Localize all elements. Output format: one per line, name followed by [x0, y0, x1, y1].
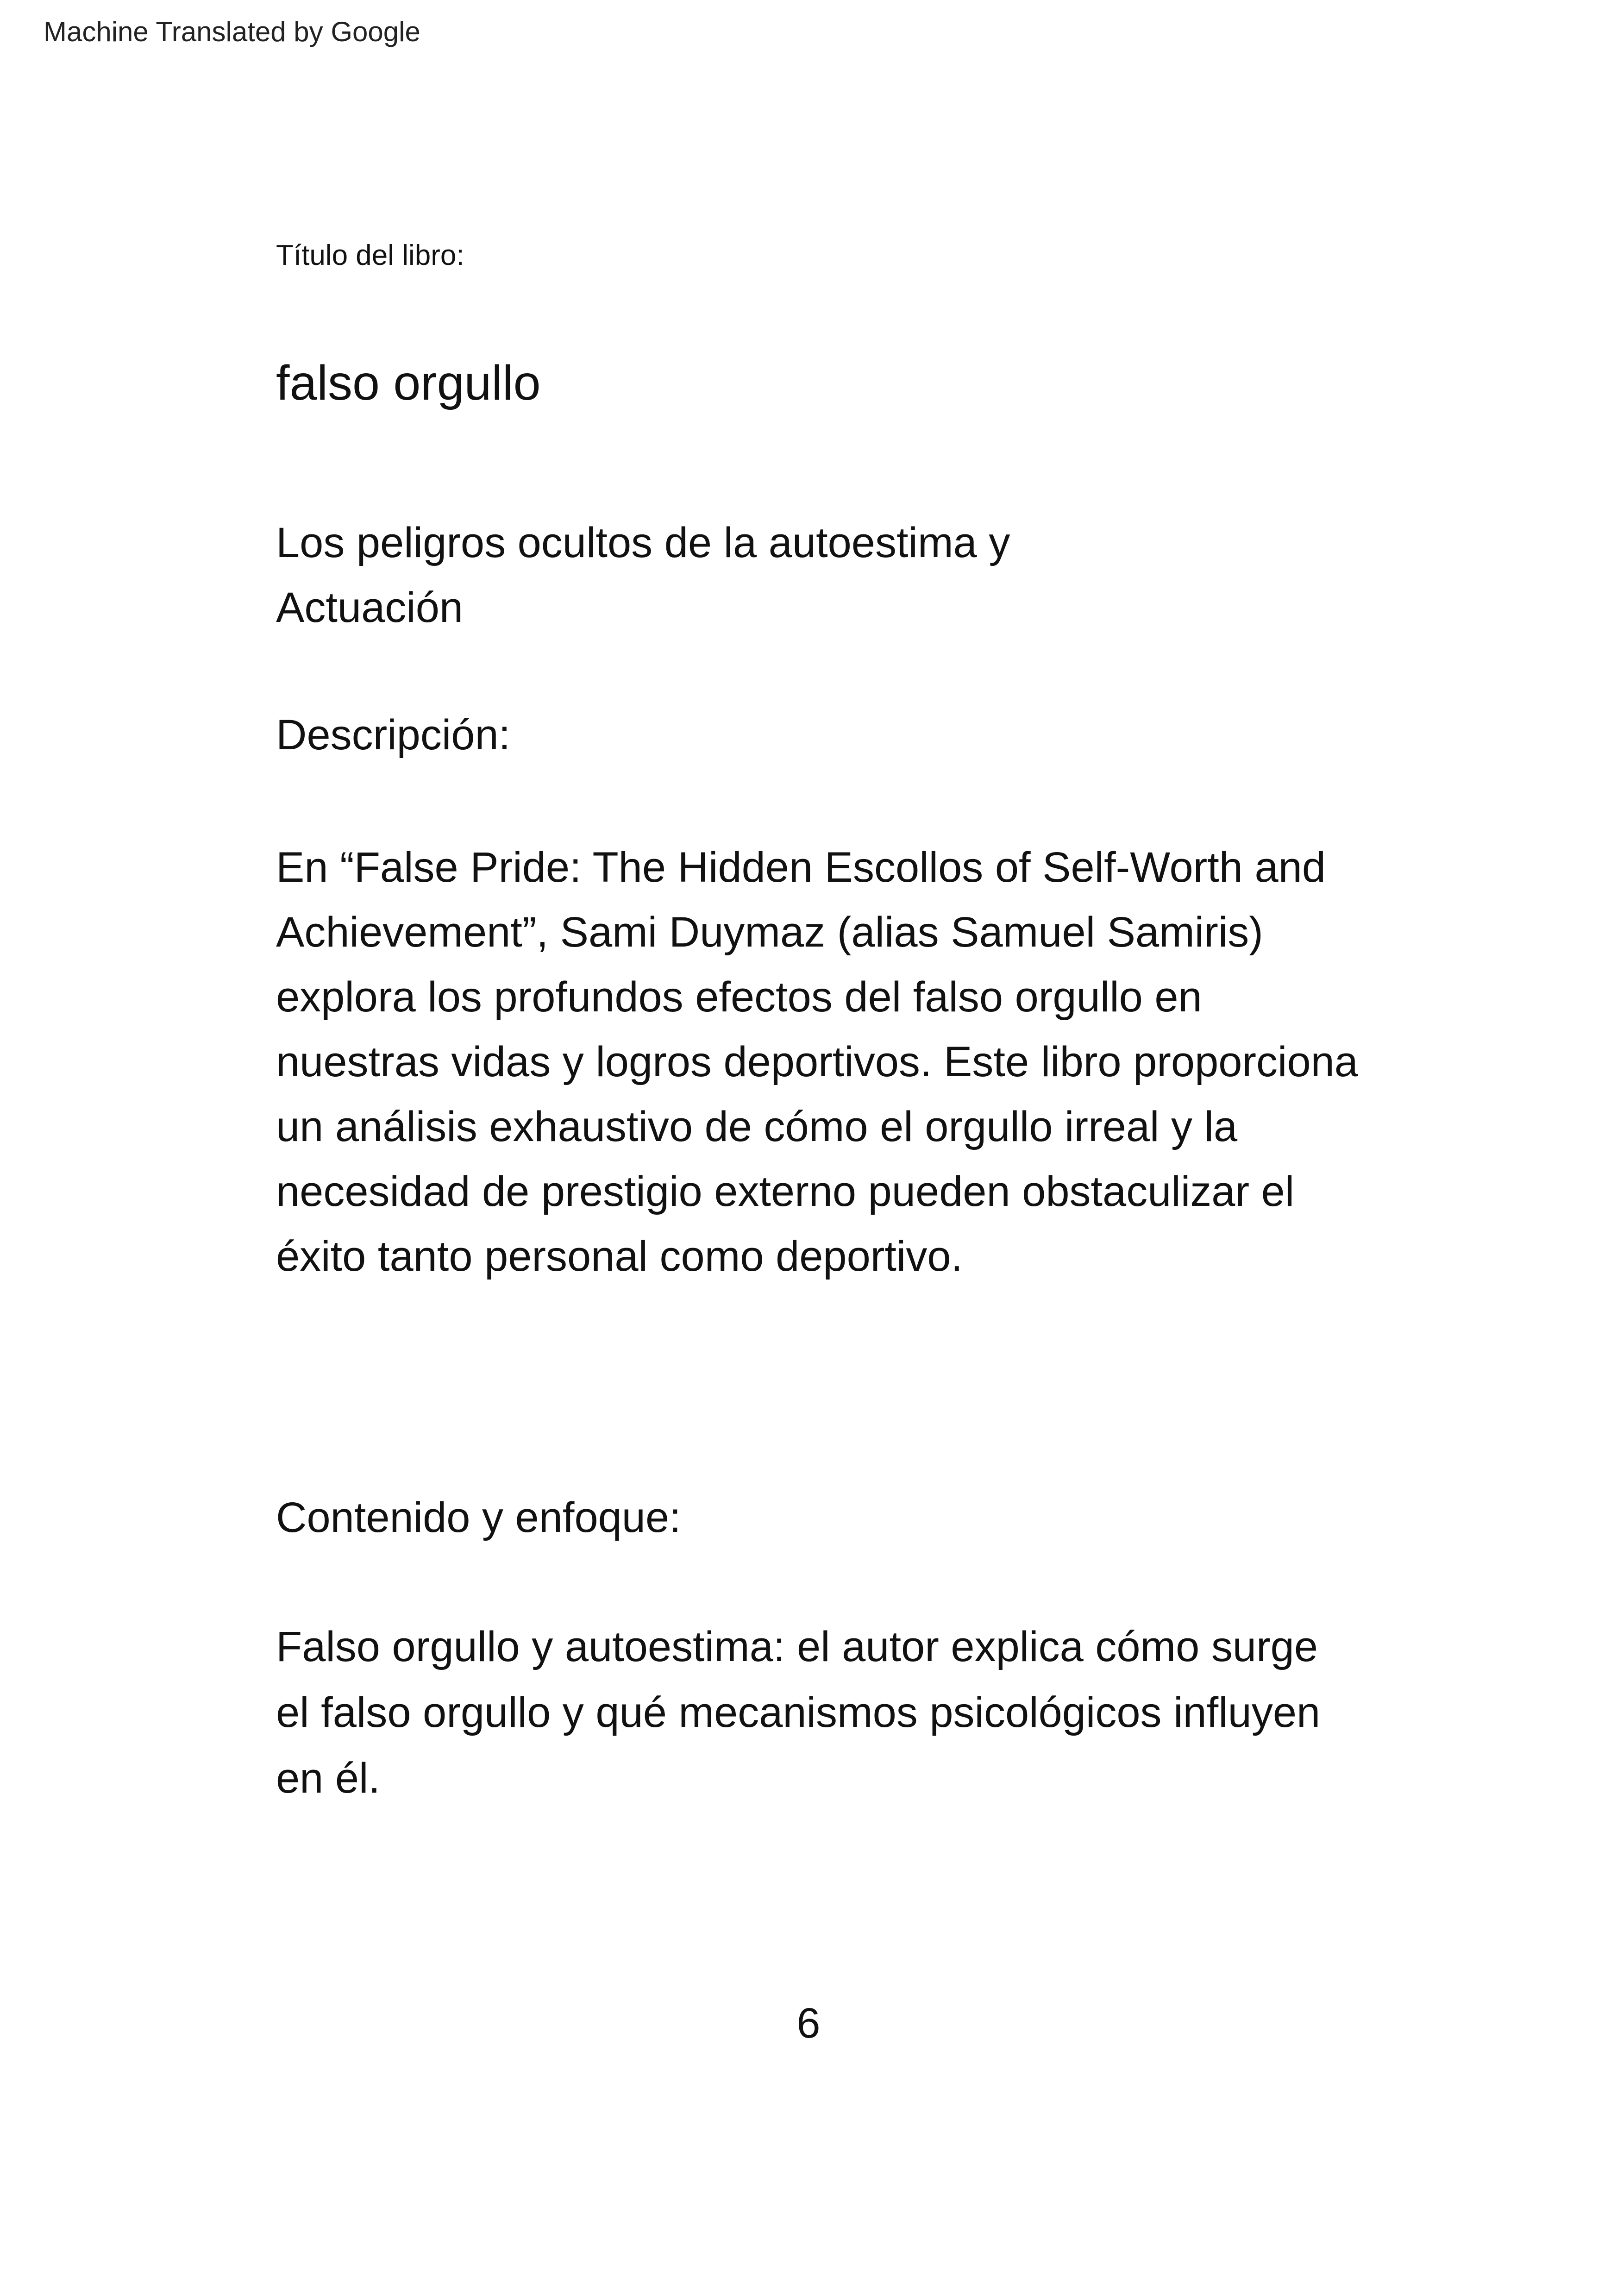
content-heading: Contenido y enfoque:: [276, 1494, 681, 1541]
description-heading: Descripción:: [276, 711, 511, 759]
description-line: explora los profundos efectos del falso orgullo en: [276, 973, 1202, 1021]
book-title-label: Título del libro:: [276, 239, 464, 271]
description-line: En “False Pride: The Hidden Escollos of Self-Worth and: [276, 844, 1326, 891]
subtitle-line: Actuación: [276, 584, 464, 631]
page-number: 6: [796, 2000, 821, 2047]
description-paragraph: [276, 835, 1358, 1289]
subtitle-line: Los peligros ocultos de la autoestima y: [276, 519, 1010, 566]
description-line: un análisis exhaustivo de cómo el orgullo irreal y la: [276, 1103, 1238, 1150]
description-line: necesidad de prestigio externo pueden obstaculizar el: [276, 1168, 1295, 1215]
machine-translation-banner: Machine Translated by Google: [44, 16, 420, 47]
book-subtitle: [276, 510, 1010, 640]
content-line: Falso orgullo y autoestima: el autor explica cómo surge: [276, 1623, 1318, 1670]
content-line: el falso orgullo y qué mecanismos psicológicos influyen: [276, 1689, 1321, 1736]
description-line: Achievement”, Sami Duymaz (alias Samuel Samiris): [276, 909, 1263, 956]
description-line: éxito tanto personal como deportivo.: [276, 1233, 963, 1280]
description-line: nuestras vidas y logros deportivos. Este libro proporciona: [276, 1038, 1358, 1085]
book-title: falso orgullo: [276, 356, 541, 410]
content-line: en él.: [276, 1755, 381, 1802]
content-paragraph: [276, 1614, 1320, 1811]
